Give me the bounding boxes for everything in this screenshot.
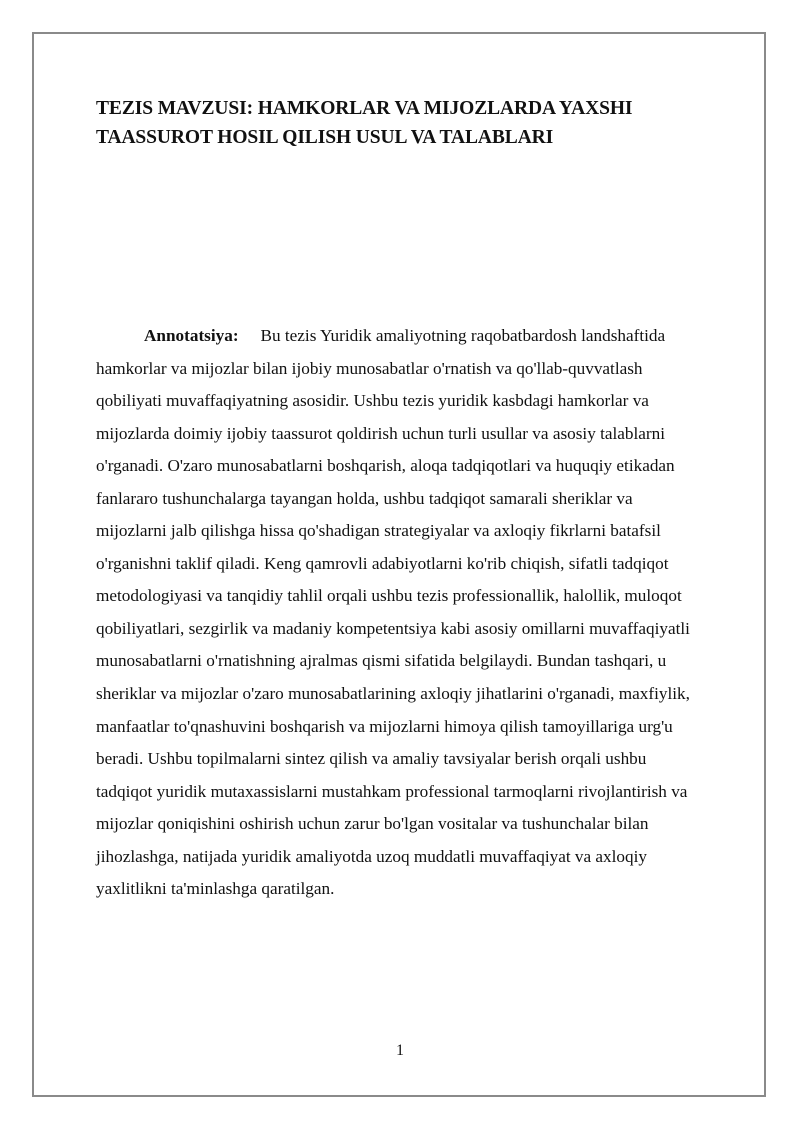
thesis-title: TEZIS MAVZUSI: HAMKORLAR VA MIJOZLARDA YAXSHI TAASSUROT HOSIL QILISH USUL VA TALABLARI xyxy=(96,98,633,148)
page-number: 1 xyxy=(396,1042,404,1059)
abstract-text: Bu tezis Yuridik amaliyotning raqobatbardosh landshaftida hamkorlar va mijozlar bilan ijobiy munosabatlar o'rnatish va qo'llab-quvvatlash qobiliyati muvaffaqiyatning asosidir. Ushbu tezis yuridik kasbdagi hamkorlar va mijozlarda doimiy ijobiy taassurot qoldirish uchun turli usullar va asosiy talablarni o'rganadi. O'zaro munosabatlarni boshqarish, aloqa tadqiqotlari va huquqiy etikadan fanlararo tushunchalarga tayangan holda, ushbu tadqiqot samarali sheriklar va mijozlarni jalb qilishga hissa qo'shadigan strategiyalar va axloqiy fikrlarni batafsil o'rganishni taklif qiladi. Keng qamrovli adabiyotlarni ko'rib chiqish, sifatli tadqiqot metodologiyasi va tanqidiy tahlil orqali ushbu tezis professionallik, halollik, muloqot qobiliyatlari, sezgirlik va madaniy kompetentsiya kabi asosiy omillarni muvaffaqiyatli munosabatlarni o'rnatishning ajralmas qismi sifatida belgilaydi. Bundan tashqari, u sheriklar va mijozlar o'zaro munosabatlarining axloqiy jihatlarini o'rganadi, maxfiylik, manfaatlar to'qnashuvini boshqarish va mijozlarni himoya qilish tamoyillariga urg'u beradi. Ushbu topilmalarni sintez qilish va amaliy tavsiyalar berish orqali ushbu tadqiqot yuridik mutaxassislarni mustahkam professional tarmoqlarni rivojlantirish va mijozlar qoniqishini oshirish uchun zarur bo'lgan vositalar va tushunchalar bilan jihozlashga, natijada yuridik amaliyotda uzoq muddatli muvaffaqiyat va axloqiy yaxlitlikni ta'minlashga qaratilgan. xyxy=(96,326,690,899)
abstract-paragraph xyxy=(96,320,704,906)
abstract-label: Annotatsiya: xyxy=(144,326,239,345)
